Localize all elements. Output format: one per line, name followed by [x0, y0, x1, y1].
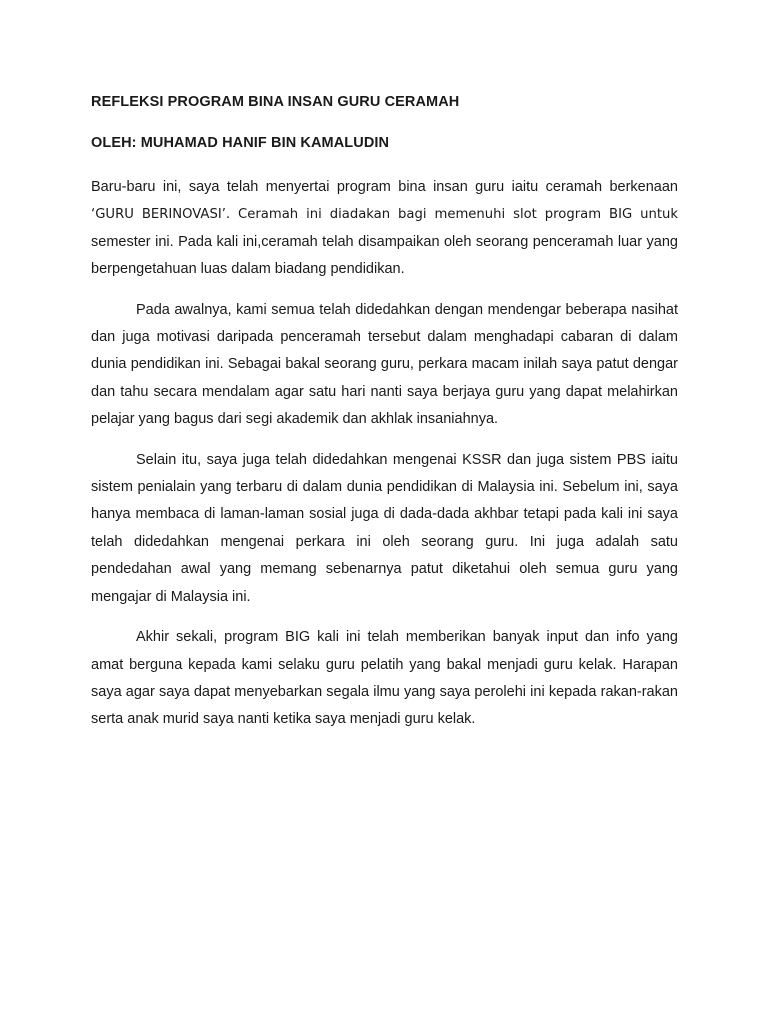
paragraph-4: Akhir sekali, program BIG kali ini telah memberikan banyak input dan info yang amat berguna kepada kami selaku guru pelatih yang bakal menjadi guru kelak. Harapan saya agar saya dapat menyebarkan segala ilmu yang saya perolehi ini kepada rakan-rakan serta anak murid saya nanti ketika saya menjadi guru kelak. — [91, 629, 678, 728]
document-title: REFLEKSI PROGRAM BINA INSAN GURU CERAMAH — [91, 94, 460, 110]
paragraph-1-lead: Baru-baru ini, saya telah menyertai program bina insan guru iaitu ceramah berkenaan — [91, 179, 678, 195]
paragraph-3: Selain itu, saya juga telah didedahkan mengenai KSSR dan juga sistem PBS iaitu sistem penialain yang terbaru di dalam dunia pendidikan di Malaysia ini. Sebelum ini, saya hanya membaca di laman-laman sosial juga di dada-dada akhbar tetapi pada kali ini saya telah didedahkan mengenai perkara ini oleh seorang guru. Ini juga adalah satu pendedahan awal yang memang sebenarnya patut diketahui oleh semua guru yang mengajar di Malaysia ini. — [91, 451, 678, 605]
paragraph-1-tail: semester ini. Pada kali ini,ceramah telah disampaikan oleh seorang penceramah luar yang berpengetahuan luas dalam biadang pendidikan. — [91, 233, 678, 278]
paragraph-1 — [91, 174, 678, 284]
document-author: OLEH: MUHAMAD HANIF BIN KAMALUDIN — [91, 135, 390, 151]
document-body — [91, 92, 678, 747]
paragraph-2: Pada awalnya, kami semua telah didedahkan dengan mendengar beberapa nasihat dan juga motivasi daripada penceramah tersebut dalam menghadapi cabaran di dalam dunia pendidikan ini. Sebagai bakal seorang guru, perkara macam inilah saya patut dengar dan tahu secara mendalam agar satu hari nanti saya berjaya guru yang dapat melahirkan pelajar yang bagus dari segi akademik dan akhlak insaniahnya. — [91, 301, 678, 428]
paragraph-1-quote: ‘GURU BERINOVASI’. Ceramah ini diadakan bagi memenuhi slot program BIG untuk — [91, 207, 678, 223]
